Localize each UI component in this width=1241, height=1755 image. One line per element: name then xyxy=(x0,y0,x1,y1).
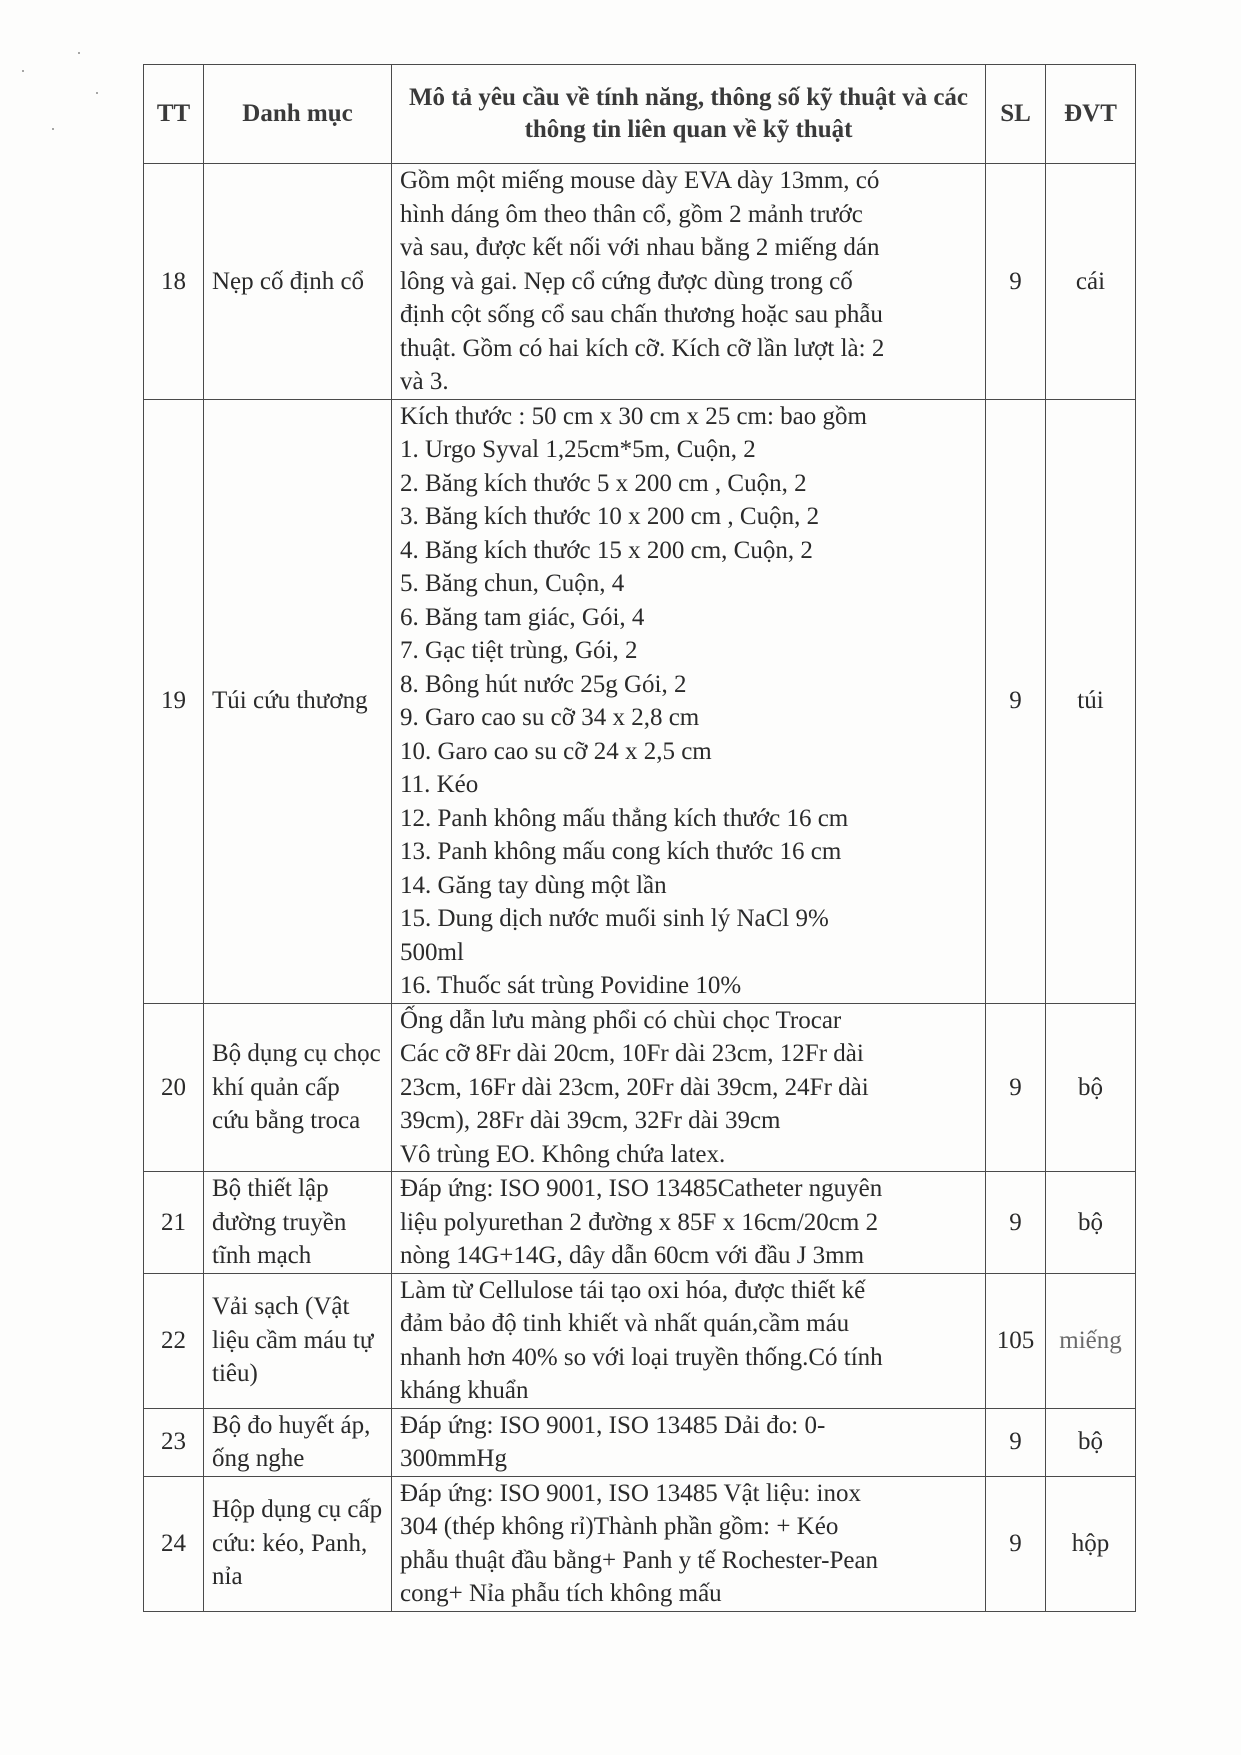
description-line: Đáp ứng: ISO 9001, ISO 13485Catheter nguyên xyxy=(400,1175,883,1202)
description-line: Vô trùng EO. Không chứa latex. xyxy=(400,1140,726,1168)
cell-tt: 23 xyxy=(144,1408,204,1476)
description-line: 4. Băng kích thước 15 x 200 cm, Cuộn, 2 xyxy=(400,536,813,564)
description-line: 6. Băng tam giác, Gói, 4 xyxy=(400,603,645,631)
scan-speck xyxy=(78,52,80,54)
description-line: 14. Găng tay dùng một lần xyxy=(400,871,667,899)
cell-sl: 105 xyxy=(986,1273,1046,1408)
description-line: 13. Panh không mấu cong kích thước 16 cm xyxy=(400,838,842,865)
description-line: thuật. Gồm có hai kích cỡ. Kích cỡ lần lượt là: 2 xyxy=(400,334,885,362)
description-line: đảm bảo độ tinh khiết và nhất quán,cầm máu xyxy=(400,1310,850,1337)
cell-category: Bộ thiết lập đường truyền tĩnh mạch xyxy=(204,1172,392,1274)
description-line: lông và gai. Nẹp cổ cứng được dùng trong cố xyxy=(400,267,853,295)
cell-dvt: miếng xyxy=(1046,1273,1136,1408)
table-row xyxy=(144,1408,1136,1476)
cell-dvt: hộp xyxy=(1046,1476,1136,1611)
description-line: 16. Thuốc sát trùng Povidine 10% xyxy=(400,972,742,999)
table-row xyxy=(144,1003,1136,1172)
scan-speck xyxy=(22,70,24,72)
cell-sl: 9 xyxy=(986,1172,1046,1274)
cell-sl: 9 xyxy=(986,399,1046,1003)
cell-category: Vải sạch (Vật liệu cầm máu tự tiêu) xyxy=(204,1273,392,1408)
cell-dvt: bộ xyxy=(1046,1408,1136,1476)
cell-description xyxy=(392,164,986,400)
cell-dvt: cái xyxy=(1046,164,1136,400)
cell-category: Hộp dụng cụ cấp cứu: kéo, Panh, nỉa xyxy=(204,1476,392,1611)
table-row xyxy=(144,399,1136,1003)
cell-sl: 9 xyxy=(986,1408,1046,1476)
description-line: 500ml xyxy=(400,938,464,966)
cell-category: Bộ dụng cụ chọc khí quản cấp cứu bằng troca xyxy=(204,1003,392,1172)
description-line: 15. Dung dịch nước muối sinh lý NaCl 9% xyxy=(400,905,829,932)
description-line: Đáp ứng: ISO 9001, ISO 13485 Dải đo: 0- xyxy=(400,1411,826,1439)
description-line: 10. Garo cao su cỡ 24 x 2,5 cm xyxy=(400,737,712,765)
description-line: 39cm), 28Fr dài 39cm, 32Fr dài 39cm xyxy=(400,1107,781,1134)
description-line: 3. Băng kích thước 10 x 200 cm , Cuộn, 2 xyxy=(400,503,820,530)
description-line: Ống dẫn lưu màng phổi có chùi chọc Trocar xyxy=(400,1006,842,1034)
description-line: và 3. xyxy=(400,368,449,395)
description-line: 304 (thép không rỉ)Thành phần gồm: + Kéo xyxy=(400,1513,839,1540)
description-line: 2. Băng kích thước 5 x 200 cm , Cuộn, 2 xyxy=(400,469,807,497)
header-dvt: ĐVT xyxy=(1046,65,1136,164)
description-line: cong+ Nỉa phẫu tích không mấu xyxy=(400,1580,722,1607)
cell-description xyxy=(392,1003,986,1172)
header-sl: SL xyxy=(986,65,1046,164)
table-row xyxy=(144,1273,1136,1408)
description-line: kháng khuẩn xyxy=(400,1377,529,1404)
description-line: nhanh hơn 40% so với loại truyền thống.Có tính xyxy=(400,1343,883,1371)
cell-tt: 21 xyxy=(144,1172,204,1274)
cell-description xyxy=(392,399,986,1003)
cell-tt: 20 xyxy=(144,1003,204,1172)
description-line: liệu polyurethan 2 đường x 85F x 16cm/20cm 2 xyxy=(400,1208,879,1236)
cell-tt: 24 xyxy=(144,1476,204,1611)
header-category: Danh mục xyxy=(204,65,392,164)
description-line: Gồm một miếng mouse dày EVA dày 13mm, có xyxy=(400,167,880,194)
cell-category: Bộ đo huyết áp, ống nghe xyxy=(204,1408,392,1476)
description-line: 9. Garo cao su cỡ 34 x 2,8 cm xyxy=(400,704,700,731)
scan-speck xyxy=(96,92,98,94)
description-line: 5. Băng chun, Cuộn, 4 xyxy=(400,570,625,597)
description-line: phẫu thuật đầu bằng+ Panh y tế Rochester-Pean xyxy=(400,1546,879,1574)
description-line: hình dáng ôm theo thân cổ, gồm 2 mảnh trước xyxy=(400,200,863,228)
cell-category: Nẹp cố định cổ xyxy=(204,164,392,400)
header-tt: TT xyxy=(144,65,204,164)
specification-table xyxy=(143,64,1136,1612)
description-line: 7. Gạc tiệt trùng, Gói, 2 xyxy=(400,637,638,664)
cell-dvt: bộ xyxy=(1046,1172,1136,1274)
description-line: Các cỡ 8Fr dài 20cm, 10Fr dài 23cm, 12Fr dài xyxy=(400,1040,864,1067)
table-row xyxy=(144,1476,1136,1611)
cell-tt: 18 xyxy=(144,164,204,400)
cell-sl: 9 xyxy=(986,1003,1046,1172)
description-line: Kích thước : 50 cm x 30 cm x 25 cm: bao gồm xyxy=(400,402,867,430)
description-line: Làm từ Cellulose tái tạo oxi hóa, được thiết kế xyxy=(400,1276,866,1304)
description-line: và sau, được kết nối với nhau bằng 2 miếng dán xyxy=(400,234,880,261)
cell-category: Túi cứu thương xyxy=(204,399,392,1003)
cell-description xyxy=(392,1273,986,1408)
description-line: 12. Panh không mấu thẳng kích thước 16 cm xyxy=(400,804,849,832)
table-row xyxy=(144,1172,1136,1274)
cell-tt: 22 xyxy=(144,1273,204,1408)
description-line: 300mmHg xyxy=(400,1445,507,1472)
header-description: Mô tả yêu cầu về tính năng, thông số kỹ thuật và các thông tin liên quan về kỹ thuật xyxy=(392,65,986,164)
description-line: định cột sống cổ sau chấn thương hoặc sau phẫu xyxy=(400,301,883,328)
description-line: nòng 14G+14G, dây dẫn 60cm với đầu J 3mm xyxy=(400,1242,865,1269)
cell-dvt: túi xyxy=(1046,399,1136,1003)
description-line: 23cm, 16Fr dài 23cm, 20Fr dài 39cm, 24Fr dài xyxy=(400,1073,869,1101)
cell-tt: 19 xyxy=(144,399,204,1003)
cell-dvt: bộ xyxy=(1046,1003,1136,1172)
cell-sl: 9 xyxy=(986,1476,1046,1611)
scan-speck xyxy=(52,128,54,130)
description-line: 11. Kéo xyxy=(400,771,479,798)
description-line: 8. Bông hút nước 25g Gói, 2 xyxy=(400,670,687,698)
table-row xyxy=(144,164,1136,400)
description-line: Đáp ứng: ISO 9001, ISO 13485 Vật liệu: inox xyxy=(400,1479,861,1507)
table-header-row xyxy=(144,65,1136,164)
cell-description xyxy=(392,1476,986,1611)
cell-description xyxy=(392,1408,986,1476)
cell-sl: 9 xyxy=(986,164,1046,400)
cell-description xyxy=(392,1172,986,1274)
description-line: 1. Urgo Syval 1,25cm*5m, Cuộn, 2 xyxy=(400,436,756,463)
